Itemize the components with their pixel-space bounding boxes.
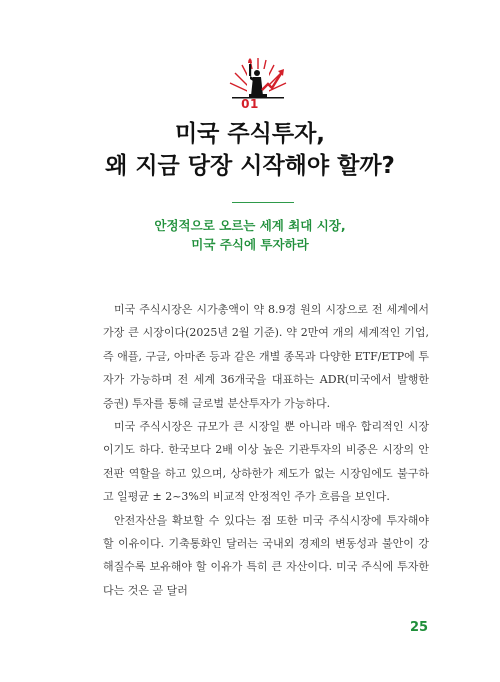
body-paragraph: 미국 주식시장은 시가총액이 약 8.9경 원의 시장으로 전 세계에서 가장 큰 시장이다(2025년 2월 기준). 약 2만여 개의 세계적인 기업, 즉 애플, 구글, 아마존 등과 같은 개별 종목과 다양한 ETF/ETP에 투자가 가능하며 전 세계 36개국을 대표하는 ADR(미국에서 발행한 증권) 투자를 통해 글로벌 분산투자가 가능하다. — [103, 303, 429, 410]
chapter-number: 01 — [241, 97, 259, 111]
chapter-title-line-1: 미국 주식투자, — [174, 121, 326, 147]
chapter-subtitle-line-2: 미국 주식에 투자하라 — [191, 237, 309, 252]
chapter-subtitle-line-1: 안정적으로 오르는 세계 최대 시장, — [154, 218, 346, 233]
body-paragraph: 안전자산을 확보할 수 있다는 점 또한 미국 주식시장에 투자해야 할 이유이다. 기축통화인 달러는 국내외 경제의 변동성과 불안이 강해질수록 보유해야 할 이유가 특히 큰 자산이다. 미국 주식에 투자한다는 것은 곧 달러 — [103, 513, 429, 597]
chapter-subtitle — [0, 216, 500, 254]
body-paragraph: 미국 주식시장은 규모가 큰 시장일 뿐 아니라 매우 합리적인 시장이기도 하다. 한국보다 2배 이상 높은 기관투자의 비중은 시장의 안전판 역할을 하고 있으며, 상하한가 제도가 없는 시장임에도 불구하고 일평균 ± 2~3%의 비교적 안정적인 주가 흐름을 보인다. — [103, 420, 429, 504]
body-text — [103, 298, 429, 602]
page-number: 25 — [410, 620, 429, 635]
chapter-title-line-2: 왜 지금 당장 시작해야 할까? — [105, 153, 395, 179]
chapter-title — [0, 118, 500, 182]
title-divider — [232, 202, 294, 203]
